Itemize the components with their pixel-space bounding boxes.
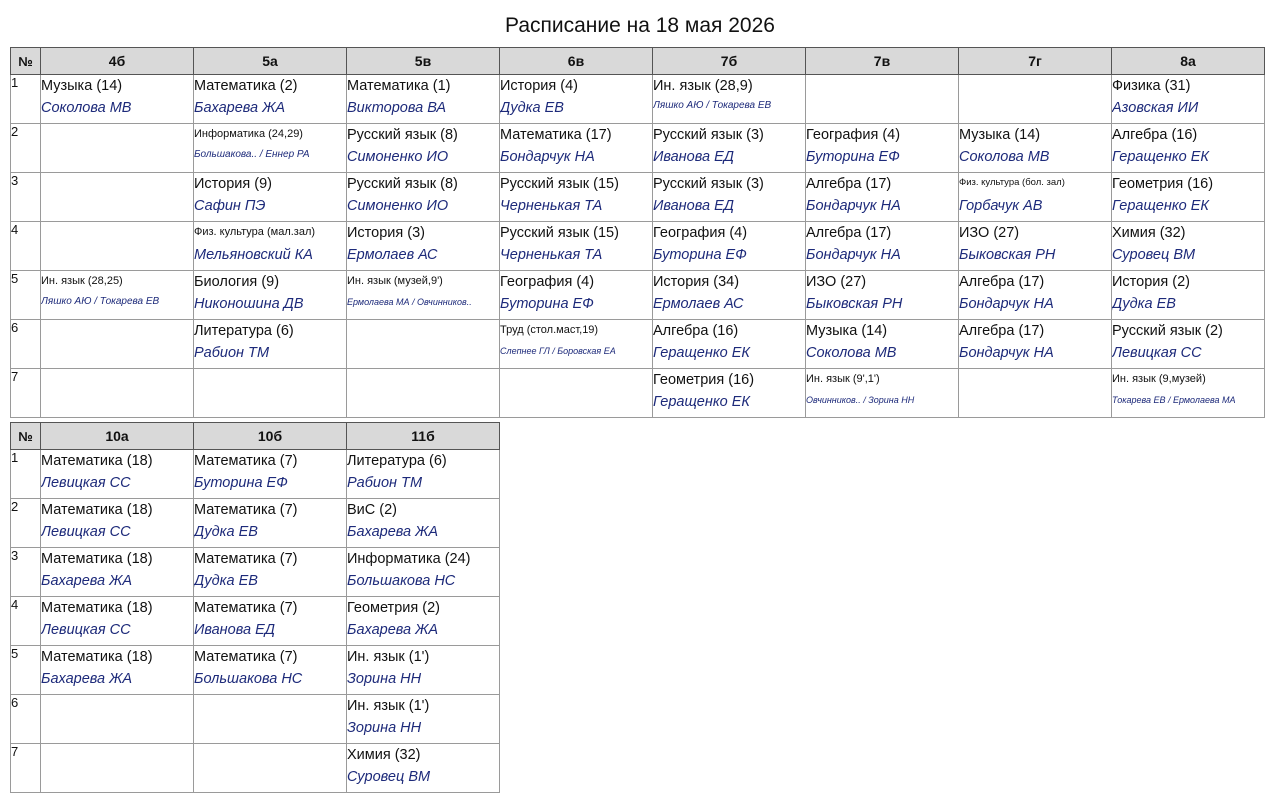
lesson-subject: История (4) xyxy=(500,78,578,94)
lesson-subject: Математика (7) xyxy=(194,649,298,665)
lesson-teacher: Черненькая ТА xyxy=(500,198,603,214)
lesson-teacher: Ляшко АЮ / Токарева ЕВ xyxy=(653,100,772,111)
lesson-subject: Русский язык (3) xyxy=(653,127,764,143)
lesson-teacher: Бахарева ЖА xyxy=(194,100,286,116)
lesson-teacher: Большакова НС xyxy=(347,573,456,589)
lesson-teacher xyxy=(806,97,958,119)
lesson-teacher: Быковская РН xyxy=(806,296,903,312)
lesson-cell xyxy=(41,124,194,173)
lesson-cell xyxy=(41,499,194,548)
lesson-cell xyxy=(347,646,500,695)
lesson-teacher xyxy=(347,342,499,364)
lesson-teacher xyxy=(194,391,346,413)
lesson-teacher: Бахарева ЖА xyxy=(41,573,133,589)
lesson-teacher xyxy=(41,766,193,788)
class-header: 6в xyxy=(500,48,653,75)
lesson-cell xyxy=(806,173,959,222)
lesson-subject: Русский язык (15) xyxy=(500,176,619,192)
lesson-teacher: Симоненко ИО xyxy=(347,198,449,214)
lesson-teacher: Бондарчук НА xyxy=(959,345,1054,361)
class-header: 5в xyxy=(347,48,500,75)
lesson-cell xyxy=(806,124,959,173)
lesson-teacher: Бондарчук НА xyxy=(500,149,595,165)
lesson-subject: Геометрия (2) xyxy=(347,600,440,616)
lesson-subject: География (4) xyxy=(653,225,748,241)
lesson-teacher xyxy=(959,391,1111,413)
lesson-subject xyxy=(41,173,193,195)
period-number: 6 xyxy=(11,695,41,744)
lesson-subject: Информатика (24,29) xyxy=(194,128,303,140)
lesson-cell xyxy=(806,222,959,271)
lesson-cell xyxy=(347,450,500,499)
lesson-cell xyxy=(500,369,653,418)
lesson-cell xyxy=(41,548,194,597)
lesson-cell xyxy=(500,320,653,369)
lesson-subject: Математика (1) xyxy=(347,78,451,94)
lesson-subject xyxy=(41,124,193,146)
lesson-cell xyxy=(347,124,500,173)
lesson-teacher: Рабион ТМ xyxy=(194,345,270,361)
lesson-subject: Русский язык (8) xyxy=(347,127,458,143)
lesson-teacher xyxy=(41,244,193,266)
lesson-cell xyxy=(194,271,347,320)
lesson-teacher: Сафин ПЭ xyxy=(194,198,266,214)
lesson-teacher: Быковская РН xyxy=(959,247,1056,263)
period-number: 4 xyxy=(11,597,41,646)
lesson-subject: Алгебра (17) xyxy=(959,274,1045,290)
lesson-subject xyxy=(41,320,193,342)
lesson-subject: Алгебра (17) xyxy=(806,225,892,241)
period-number: 3 xyxy=(11,548,41,597)
lesson-subject: Алгебра (16) xyxy=(1112,127,1198,143)
lesson-subject: Алгебра (17) xyxy=(806,176,892,192)
lesson-cell xyxy=(194,744,347,793)
lesson-cell xyxy=(347,222,500,271)
period-row xyxy=(11,646,500,695)
lesson-cell xyxy=(653,320,806,369)
class-header: 8а xyxy=(1112,48,1265,75)
lesson-cell xyxy=(1112,173,1265,222)
lesson-subject: Русский язык (2) xyxy=(1112,323,1223,339)
period-number: 5 xyxy=(11,271,41,320)
lesson-subject xyxy=(41,222,193,244)
lesson-subject: Химия (32) xyxy=(347,747,421,763)
lesson-teacher: Дудка ЕВ xyxy=(194,573,258,589)
lesson-teacher: Геращенко ЕК xyxy=(653,345,750,361)
lesson-subject: Математика (7) xyxy=(194,551,298,567)
lesson-subject: История (34) xyxy=(653,274,740,290)
lesson-cell xyxy=(41,646,194,695)
lesson-cell xyxy=(959,271,1112,320)
period-row xyxy=(11,450,500,499)
lesson-cell xyxy=(500,75,653,124)
lesson-cell xyxy=(347,271,500,320)
lesson-cell xyxy=(500,124,653,173)
lesson-teacher: Большакова НС xyxy=(194,671,303,687)
lesson-subject xyxy=(347,369,499,391)
lesson-cell xyxy=(959,369,1112,418)
lesson-teacher: Геращенко ЕК xyxy=(1112,198,1209,214)
lesson-cell xyxy=(347,320,500,369)
lesson-teacher: Мельяновский КА xyxy=(194,247,313,263)
page-title: Расписание на 18 мая 2026 xyxy=(505,14,775,37)
lesson-cell xyxy=(347,695,500,744)
lesson-subject: Труд (стол.маст,19) xyxy=(500,324,599,336)
lesson-subject xyxy=(806,75,958,97)
lesson-cell xyxy=(959,320,1112,369)
lesson-subject: История (3) xyxy=(347,225,425,241)
period-number: 6 xyxy=(11,320,41,369)
lesson-teacher: Ермолаев АС xyxy=(653,296,744,312)
lesson-teacher: Дудка ЕВ xyxy=(500,100,564,116)
lesson-subject: Математика (18) xyxy=(41,453,153,469)
lesson-subject xyxy=(41,369,193,391)
lesson-cell xyxy=(41,695,194,744)
lesson-subject: Математика (2) xyxy=(194,78,298,94)
lesson-subject: География (4) xyxy=(806,127,901,143)
period-row xyxy=(11,320,1265,369)
class-header: 7б xyxy=(653,48,806,75)
lesson-teacher: Геращенко ЕК xyxy=(1112,149,1209,165)
lesson-teacher: Левицкая СС xyxy=(41,524,131,540)
lesson-subject: Математика (18) xyxy=(41,551,153,567)
lesson-cell xyxy=(500,271,653,320)
lesson-cell xyxy=(194,369,347,418)
lesson-subject xyxy=(194,369,346,391)
lesson-teacher: Левицкая СС xyxy=(41,622,131,638)
period-row xyxy=(11,744,500,793)
lesson-teacher: Слепнее ГЛ / Боровская ЕА xyxy=(500,346,616,356)
lesson-subject: Математика (7) xyxy=(194,502,298,518)
period-row xyxy=(11,499,500,548)
lesson-subject: Физ. культура (мал.зал) xyxy=(194,226,316,238)
lesson-cell xyxy=(41,320,194,369)
lesson-cell xyxy=(194,320,347,369)
lesson-teacher xyxy=(194,717,346,739)
lesson-teacher: Зорина НН xyxy=(347,720,422,736)
lesson-subject: Музыка (14) xyxy=(41,78,123,94)
lesson-cell xyxy=(41,222,194,271)
lesson-subject: Биология (9) xyxy=(194,274,280,290)
period-number: 7 xyxy=(11,744,41,793)
period-row xyxy=(11,695,500,744)
lesson-teacher: Буторина ЕФ xyxy=(653,247,747,263)
lesson-cell xyxy=(1112,320,1265,369)
lesson-cell xyxy=(194,646,347,695)
lesson-cell xyxy=(806,75,959,124)
lesson-subject: Ин. язык (28,25) xyxy=(41,275,123,287)
lesson-subject xyxy=(347,320,499,342)
lesson-cell xyxy=(1112,75,1265,124)
lesson-cell xyxy=(347,75,500,124)
lesson-subject: Математика (17) xyxy=(500,127,612,143)
lesson-subject: Алгебра (16) xyxy=(653,323,739,339)
lesson-cell xyxy=(806,320,959,369)
lesson-teacher: Левицкая СС xyxy=(1112,345,1202,361)
lesson-subject: Русский язык (15) xyxy=(500,225,619,241)
lesson-teacher: Бондарчук НА xyxy=(806,247,901,263)
lesson-cell xyxy=(653,369,806,418)
lesson-subject: Русский язык (8) xyxy=(347,176,458,192)
lesson-cell xyxy=(347,597,500,646)
lesson-teacher: Ермолаева МА / Овчинников.. xyxy=(347,297,472,307)
period-number: 1 xyxy=(11,75,41,124)
lesson-cell xyxy=(194,597,347,646)
lesson-cell xyxy=(194,548,347,597)
lesson-cell xyxy=(500,222,653,271)
lesson-teacher: Викторова ВА xyxy=(347,100,447,116)
period-number-header: № xyxy=(11,423,41,450)
period-number: 7 xyxy=(11,369,41,418)
lesson-cell xyxy=(347,369,500,418)
period-number: 5 xyxy=(11,646,41,695)
lesson-subject: Математика (7) xyxy=(194,453,298,469)
lesson-teacher: Никоношина ДВ xyxy=(194,296,304,312)
lesson-teacher: Дудка ЕВ xyxy=(1112,296,1176,312)
lesson-cell xyxy=(1112,271,1265,320)
lesson-subject xyxy=(500,369,652,391)
lesson-teacher: Бондарчук НА xyxy=(959,296,1054,312)
lesson-teacher: Иванова ЕД xyxy=(653,198,734,214)
class-header: 10б xyxy=(194,423,347,450)
lesson-cell xyxy=(653,173,806,222)
lesson-teacher: Буторина ЕФ xyxy=(806,149,900,165)
lesson-teacher: Левицкая СС xyxy=(41,475,131,491)
lesson-teacher: Бахарева ЖА xyxy=(41,671,133,687)
lesson-cell xyxy=(194,695,347,744)
lesson-cell xyxy=(500,173,653,222)
period-row xyxy=(11,222,1265,271)
period-row xyxy=(11,548,500,597)
period-row xyxy=(11,75,1265,124)
lesson-teacher: Ермолаев АС xyxy=(347,247,438,263)
lesson-cell xyxy=(41,173,194,222)
lesson-cell xyxy=(653,222,806,271)
lesson-cell xyxy=(806,271,959,320)
lesson-cell xyxy=(194,450,347,499)
lesson-cell xyxy=(806,369,959,418)
lesson-subject xyxy=(959,75,1111,97)
lesson-teacher: Горбачук АВ xyxy=(959,198,1043,214)
lesson-cell xyxy=(959,222,1112,271)
lesson-subject xyxy=(194,695,346,717)
lesson-subject: История (9) xyxy=(194,176,272,192)
lesson-cell xyxy=(41,450,194,499)
lesson-subject: Ин. язык (9',1') xyxy=(806,373,880,385)
lesson-teacher: Овчинников.. / Зорина НН xyxy=(806,395,915,405)
lesson-teacher xyxy=(194,766,346,788)
lesson-teacher xyxy=(41,391,193,413)
lesson-teacher xyxy=(347,391,499,413)
lesson-cell xyxy=(41,597,194,646)
period-number: 2 xyxy=(11,124,41,173)
lesson-subject: Музыка (14) xyxy=(806,323,888,339)
lesson-teacher: Соколова МВ xyxy=(806,345,897,361)
lesson-subject: Ин. язык (1') xyxy=(347,698,430,714)
lesson-subject: Физ. культура (бол. зал) xyxy=(959,177,1065,188)
lesson-teacher: Буторина ЕФ xyxy=(500,296,594,312)
lesson-teacher: Буторина ЕФ xyxy=(194,475,288,491)
lesson-teacher: Бахарева ЖА xyxy=(347,524,439,540)
lesson-teacher: Рабион ТМ xyxy=(347,475,423,491)
lesson-cell xyxy=(194,124,347,173)
lesson-subject: Физика (31) xyxy=(1112,78,1191,94)
lesson-teacher: Соколова МВ xyxy=(41,100,132,116)
period-number: 2 xyxy=(11,499,41,548)
lesson-subject: Русский язык (3) xyxy=(653,176,764,192)
lesson-teacher xyxy=(41,195,193,217)
class-header: 10а xyxy=(41,423,194,450)
lesson-subject xyxy=(959,369,1111,391)
lesson-teacher: Иванова ЕД xyxy=(194,622,275,638)
lesson-subject: Математика (18) xyxy=(41,502,153,518)
lesson-teacher xyxy=(959,97,1111,119)
lesson-teacher xyxy=(41,146,193,168)
lesson-cell xyxy=(653,124,806,173)
lesson-teacher: Соколова МВ xyxy=(959,149,1050,165)
lesson-subject: Ин. язык (9,музей) xyxy=(1112,373,1206,385)
lesson-cell xyxy=(959,75,1112,124)
lesson-cell xyxy=(41,744,194,793)
lesson-teacher: Иванова ЕД xyxy=(653,149,734,165)
lesson-subject: Ин. язык (музей,9') xyxy=(347,275,443,287)
period-number: 3 xyxy=(11,173,41,222)
lesson-teacher: Суровец ВМ xyxy=(1112,247,1196,263)
lesson-teacher: Бондарчук НА xyxy=(806,198,901,214)
lesson-cell xyxy=(347,173,500,222)
lesson-teacher xyxy=(41,717,193,739)
lesson-subject: Литература (6) xyxy=(194,323,294,339)
lesson-teacher: Черненькая ТА xyxy=(500,247,603,263)
lesson-teacher xyxy=(41,342,193,364)
lesson-cell xyxy=(194,499,347,548)
lesson-subject: Химия (32) xyxy=(1112,225,1186,241)
period-row xyxy=(11,369,1265,418)
lesson-cell xyxy=(959,124,1112,173)
lesson-cell xyxy=(1112,369,1265,418)
period-number: 1 xyxy=(11,450,41,499)
lesson-subject xyxy=(41,744,193,766)
lesson-cell xyxy=(194,173,347,222)
lesson-teacher: Большакова.. / Еннер РА xyxy=(194,149,310,160)
lesson-subject xyxy=(41,695,193,717)
lesson-subject: Алгебра (17) xyxy=(959,323,1045,339)
lesson-cell xyxy=(653,75,806,124)
lesson-subject: Музыка (14) xyxy=(959,127,1041,143)
schedule-table-senior xyxy=(10,422,500,793)
period-row xyxy=(11,173,1265,222)
period-row xyxy=(11,124,1265,173)
lesson-subject: Математика (18) xyxy=(41,600,153,616)
lesson-cell xyxy=(1112,222,1265,271)
lesson-subject: ВиС (2) xyxy=(347,502,397,518)
lesson-teacher: Геращенко ЕК xyxy=(653,394,750,410)
lesson-cell xyxy=(653,271,806,320)
class-header: 4б xyxy=(41,48,194,75)
lesson-cell xyxy=(194,75,347,124)
lesson-cell xyxy=(347,499,500,548)
lesson-subject: ИЗО (27) xyxy=(806,274,867,290)
period-number: 4 xyxy=(11,222,41,271)
lesson-subject: Геометрия (16) xyxy=(653,372,755,388)
schedule-table-main xyxy=(10,47,1265,418)
lesson-subject: Ин. язык (28,9) xyxy=(653,78,753,94)
class-header: 11б xyxy=(347,423,500,450)
period-row xyxy=(11,597,500,646)
lesson-cell xyxy=(194,222,347,271)
lesson-teacher: Дудка ЕВ xyxy=(194,524,258,540)
lesson-subject: Ин. язык (1') xyxy=(347,649,430,665)
lesson-subject: Литература (6) xyxy=(347,453,447,469)
class-header: 5а xyxy=(194,48,347,75)
lesson-teacher: Азовская ИИ xyxy=(1112,100,1199,116)
lesson-subject: История (2) xyxy=(1112,274,1190,290)
lesson-teacher: Симоненко ИО xyxy=(347,149,449,165)
lesson-teacher: Токарева ЕВ / Ермолаева МА xyxy=(1112,395,1236,405)
lesson-teacher: Зорина НН xyxy=(347,671,422,687)
lesson-cell xyxy=(41,75,194,124)
lesson-teacher xyxy=(500,391,652,413)
lesson-teacher: Бахарева ЖА xyxy=(347,622,439,638)
lesson-teacher: Суровец ВМ xyxy=(347,769,431,785)
lesson-cell xyxy=(41,369,194,418)
lesson-cell xyxy=(41,271,194,320)
period-row xyxy=(11,271,1265,320)
lesson-subject: Математика (7) xyxy=(194,600,298,616)
lesson-subject: География (4) xyxy=(500,274,595,290)
lesson-cell xyxy=(959,173,1112,222)
lesson-subject xyxy=(194,744,346,766)
lesson-cell xyxy=(1112,124,1265,173)
lesson-cell xyxy=(347,744,500,793)
lesson-subject: Математика (18) xyxy=(41,649,153,665)
lesson-teacher: Ляшко АЮ / Токарева ЕВ xyxy=(41,296,160,307)
class-header: 7г xyxy=(959,48,1112,75)
period-number-header: № xyxy=(11,48,41,75)
lesson-subject: Геометрия (16) xyxy=(1112,176,1214,192)
lesson-subject: ИЗО (27) xyxy=(959,225,1020,241)
lesson-subject: Информатика (24) xyxy=(347,551,471,567)
lesson-cell xyxy=(347,548,500,597)
class-header: 7в xyxy=(806,48,959,75)
